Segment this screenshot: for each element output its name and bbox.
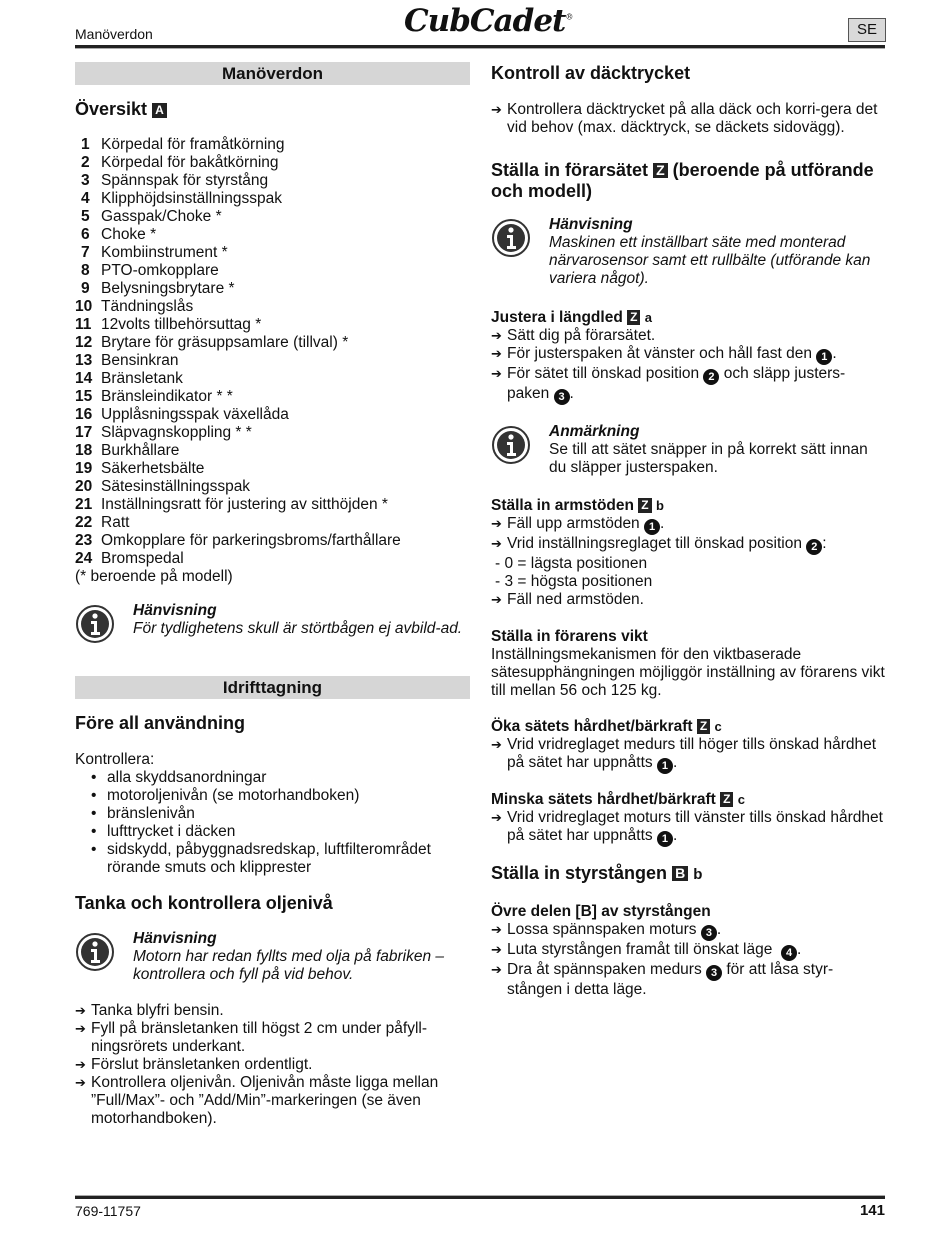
item-label: Bränsleindikator * * xyxy=(101,388,233,405)
figure-ref-box: Z xyxy=(720,792,733,807)
item-label: Sätesinställningsspak xyxy=(101,478,251,495)
section-bar-commissioning: Idrifttagning xyxy=(75,676,470,699)
list-item xyxy=(491,736,885,774)
step-text: och släpp justers-paken xyxy=(507,365,846,402)
note-title: Hänvisning xyxy=(549,216,633,233)
step-text: Vrid inställningsreglaget till önskad position xyxy=(507,535,802,552)
increase-heading xyxy=(491,718,885,736)
step-text: : xyxy=(822,535,827,552)
item-number: 12 xyxy=(75,334,93,351)
item-number: 16 xyxy=(75,406,93,423)
info-icon xyxy=(491,218,531,258)
list-item: - 3 = högsta positionen xyxy=(495,573,653,590)
note-text: Motorn har redan fyllts med olja på fabriken – kontrollera och fyll på vid behov. xyxy=(133,948,445,983)
figure-ref-box: A xyxy=(152,103,167,118)
callout-number: 1 xyxy=(657,758,673,774)
note-seat xyxy=(491,216,885,288)
item-number: 23 xyxy=(75,532,93,549)
note-text: Se till att sätet snäpper in på korrekt sätt innan du släpper justerspaken. xyxy=(549,441,868,476)
armrest-title: Ställa in armstöden xyxy=(491,497,634,514)
seat-title: Ställa in förarsätet xyxy=(491,160,649,180)
item-label: Kombiinstrument * xyxy=(101,244,228,261)
fuel-steps-list xyxy=(75,1002,470,1128)
note-oil xyxy=(75,930,470,984)
armrest-steps-final xyxy=(491,591,885,609)
figure-sub-ref: b xyxy=(693,866,703,883)
step-text: . xyxy=(660,515,665,532)
figure-sub-ref: c xyxy=(737,792,746,807)
item-number: 9 xyxy=(81,280,90,297)
item-label: Körpedal för bakåtkörning xyxy=(101,154,279,171)
overview-item xyxy=(75,496,470,514)
check-list xyxy=(75,769,470,877)
step-text: Vrid vridreglaget medurs till höger tills önskad hårdhet på sätet har uppnåtts xyxy=(507,736,877,771)
armrest-steps xyxy=(491,515,885,555)
overview-item xyxy=(75,226,470,244)
item-label: Brytare för gräsuppsamlare (tillval) * xyxy=(101,334,349,351)
item-number: 14 xyxy=(75,370,93,387)
item-number: 6 xyxy=(81,226,90,243)
armrest-heading xyxy=(491,497,885,515)
brand-mark: ® xyxy=(565,12,573,22)
overview-item xyxy=(75,334,470,352)
item-number: 24 xyxy=(75,550,93,567)
overview-item xyxy=(75,550,470,568)
item-number: 22 xyxy=(75,514,93,531)
callout-number: 1 xyxy=(644,519,660,535)
figure-ref-box: Z xyxy=(638,498,651,513)
step-text: . xyxy=(569,385,574,402)
callout-number: 2 xyxy=(806,539,822,555)
length-title: Justera i längdled xyxy=(491,309,623,326)
item-label: Tändningslås xyxy=(101,298,194,315)
item-number: 18 xyxy=(75,442,93,459)
overview-item xyxy=(75,136,470,154)
list-item xyxy=(491,345,885,365)
callout-number: 2 xyxy=(703,369,719,385)
overview-item xyxy=(75,352,470,370)
overview-heading xyxy=(75,99,470,120)
tire-steps xyxy=(491,101,885,137)
seat-heading xyxy=(491,160,885,202)
callout-number: 1 xyxy=(816,349,832,365)
overview-item xyxy=(75,424,470,442)
item-number: 19 xyxy=(75,460,93,477)
overview-item xyxy=(75,154,470,172)
list-item: - 0 = lägsta positionen xyxy=(495,555,648,572)
overview-item xyxy=(75,406,470,424)
step-text: Fäll upp armstöden xyxy=(507,515,640,532)
list-item: ➔ Tanka blyfri bensin. xyxy=(75,1002,470,1020)
tire-heading: Kontroll av däcktrycket xyxy=(491,63,691,83)
brand-name: CubCadet xyxy=(404,3,566,39)
steering-heading xyxy=(491,863,885,885)
callout-number: 4 xyxy=(781,945,797,961)
left-column xyxy=(75,62,470,1128)
info-icon xyxy=(491,425,531,465)
overview-list xyxy=(75,136,470,568)
item-number: 20 xyxy=(75,478,93,495)
overview-item xyxy=(75,280,470,298)
page-number: 141 xyxy=(859,1202,885,1219)
item-label: Säkerhetsbälte xyxy=(101,460,205,477)
overview-item xyxy=(75,478,470,496)
overview-item xyxy=(75,316,470,334)
item-number: 13 xyxy=(75,352,93,369)
note-latch xyxy=(491,423,885,477)
overview-item xyxy=(75,460,470,478)
list-item xyxy=(491,809,885,847)
list-item: ➔ Kontrollera oljenivån. Oljenivån måste ligga mellan ”Full/Max”- och ”Add/Min”-markeringen (se även motorhandboken). xyxy=(75,1074,470,1128)
info-icon xyxy=(75,932,115,972)
figure-ref-box: Z xyxy=(627,310,640,325)
header-rule xyxy=(75,45,885,49)
items-footnote: (* beroende på modell) xyxy=(75,568,233,585)
decrease-title: Minska sätets hårdhet/bärkraft xyxy=(491,791,716,808)
item-number: 17 xyxy=(75,424,93,441)
list-item xyxy=(491,921,885,941)
overview-item xyxy=(75,190,470,208)
brand-logo xyxy=(404,3,572,39)
step-text: . xyxy=(716,921,722,938)
check-label: Kontrollera: xyxy=(75,751,155,768)
step-text: Dra åt spännspaken medurs xyxy=(507,961,702,978)
note-title: Hänvisning xyxy=(133,930,217,947)
step-text: För sätet till önskad position xyxy=(507,365,700,382)
increase-title: Öka sätets hårdhet/bärkraft xyxy=(491,718,693,735)
overview-item xyxy=(75,262,470,280)
section-bar-controls: Manöverdon xyxy=(75,62,470,85)
seat-title-qualifier: (beroende på utförande och modell) xyxy=(491,160,874,201)
list-item xyxy=(491,535,885,555)
list-item: ➔ Kontrollera däcktrycket på alla däck och korri-gera det vid behov (max. däcktryck, se däckets sidovägg). xyxy=(491,101,885,137)
increase-steps xyxy=(491,736,885,774)
item-number: 15 xyxy=(75,388,93,405)
step-text: för att låsa styr-stången i detta läge. xyxy=(507,961,834,998)
armrest-positions xyxy=(491,555,885,591)
steering-title: Ställa in styrstången xyxy=(491,863,668,883)
step-text: . xyxy=(797,941,802,958)
language-badge: SE xyxy=(848,18,886,42)
item-label: Bensinkran xyxy=(101,352,179,369)
item-label: Spännspak för styrstång xyxy=(101,172,269,189)
length-steps xyxy=(491,327,885,405)
overview-item xyxy=(75,514,470,532)
callout-number: 1 xyxy=(657,831,673,847)
callout-number: 3 xyxy=(706,965,722,981)
callout-number: 3 xyxy=(554,389,570,405)
figure-sub-ref: c xyxy=(714,719,722,734)
upper-steering-steps xyxy=(491,921,885,999)
upper-steering-heading: Övre delen [B] av styrstången xyxy=(491,903,711,920)
step-text: Vrid vridreglaget moturs till vänster tills önskad hårdhet på sätet har uppnåtts xyxy=(507,809,883,844)
item-number: 11 xyxy=(75,316,92,333)
length-heading xyxy=(491,309,885,327)
item-number: 5 xyxy=(81,208,90,225)
item-label: Omkopplare för parkeringsbroms/farthållare xyxy=(101,532,401,549)
figure-ref-box: Z xyxy=(697,719,710,734)
list-item: ➔ Förslut bränsletanken ordentligt. xyxy=(75,1056,470,1074)
before-use-heading: Före all användning xyxy=(75,713,246,733)
info-icon xyxy=(75,604,115,644)
item-label: PTO-omkopplare xyxy=(101,262,219,279)
list-item: ➔ Sätt dig på förarsätet. xyxy=(491,327,885,345)
weight-text: Inställningsmekanismen för den viktbaserade sätesupphängningen möjliggör inställning av förarens vikt till mellan 56 och 125 kg. xyxy=(491,646,885,699)
note-rollbar xyxy=(75,602,470,644)
overview-item xyxy=(75,172,470,190)
overview-item xyxy=(75,208,470,226)
item-label: Bränsletank xyxy=(101,370,183,387)
list-item: • lufttrycket i däcken xyxy=(107,823,470,841)
list-item: ➔ Fyll på bränsletanken till högst 2 cm under påfyll-ningsrörets underkant. xyxy=(75,1020,470,1056)
overview-item xyxy=(75,370,470,388)
list-item xyxy=(491,515,885,535)
item-number: 1 xyxy=(81,136,90,153)
list-item xyxy=(491,961,885,999)
note-text: För tydlighetens skull är störtbågen ej avbild-ad. xyxy=(133,620,463,637)
item-label: Bromspedal xyxy=(101,550,184,567)
item-label: Choke * xyxy=(101,226,157,243)
list-item: • bränslenivån xyxy=(107,805,470,823)
figure-ref-box: Z xyxy=(653,163,668,178)
item-label: Klipphöjdsinställningsspak xyxy=(101,190,282,207)
item-number: 8 xyxy=(81,262,90,279)
step-text: . xyxy=(672,754,678,771)
overview-item xyxy=(75,298,470,316)
item-label: Gasspak/Choke * xyxy=(101,208,222,225)
note-text: Maskinen ett inställbart säte med monterad närvarosensor samt ett rullbälte (utförande kan variera något). xyxy=(549,234,871,287)
step-text: Luta styrstången framåt till önskat läge xyxy=(507,941,773,958)
note-title: Hänvisning xyxy=(133,602,217,619)
item-number: 4 xyxy=(81,190,90,207)
figure-ref-box: B xyxy=(672,866,688,881)
overview-item xyxy=(75,244,470,262)
item-label: Släpvagnskoppling * * xyxy=(101,424,252,441)
decrease-heading xyxy=(491,791,885,809)
overview-title: Översikt xyxy=(75,99,148,119)
step-text: Lossa spännspaken moturs xyxy=(507,921,697,938)
item-label: Ratt xyxy=(101,514,130,531)
item-label: Burkhållare xyxy=(101,442,180,459)
figure-sub-ref: b xyxy=(655,498,664,513)
overview-item xyxy=(75,388,470,406)
figure-sub-ref: a xyxy=(644,310,652,325)
item-number: 3 xyxy=(81,172,90,189)
note-title: Anmärkning xyxy=(549,423,640,440)
document-number: 769-11757 xyxy=(75,1203,141,1219)
item-label: Inställningsratt för justering av sitthöjden * xyxy=(101,496,388,513)
item-number: 7 xyxy=(81,244,90,261)
overview-item xyxy=(75,442,470,460)
item-number: 2 xyxy=(81,154,90,171)
weight-heading: Ställa in förarens vikt xyxy=(491,628,648,645)
item-label: Upplåsningsspak växellåda xyxy=(101,406,289,423)
fuel-heading: Tanka och kontrollera oljenivå xyxy=(75,893,333,913)
list-item xyxy=(491,365,885,405)
item-label: Belysningsbrytare * xyxy=(101,280,235,297)
item-number: 21 xyxy=(75,496,93,513)
list-item: • motoroljenivån (se motorhandboken) xyxy=(107,787,470,805)
list-item: • sidskydd, påbyggnadsredskap, luftfilterområdet rörande smuts och klipprester xyxy=(107,841,470,877)
header-section-title: Manöverdon xyxy=(75,26,153,42)
right-column xyxy=(491,62,885,999)
list-item: • alla skyddsanordningar xyxy=(107,769,470,787)
callout-number: 3 xyxy=(701,925,717,941)
item-number: 10 xyxy=(75,298,93,315)
decrease-steps xyxy=(491,809,885,847)
step-text: För justerspaken åt vänster och håll fast den xyxy=(507,345,812,362)
item-label: Körpedal för framåtkörning xyxy=(101,136,285,153)
step-text: . xyxy=(832,345,837,362)
item-label: 12volts tillbehörsuttag * xyxy=(101,316,262,333)
step-text: . xyxy=(672,827,678,844)
footer-rule xyxy=(75,1195,885,1199)
list-item xyxy=(491,941,885,961)
list-item: ➔ Fäll ned armstöden. xyxy=(491,591,885,609)
overview-item xyxy=(75,532,470,550)
